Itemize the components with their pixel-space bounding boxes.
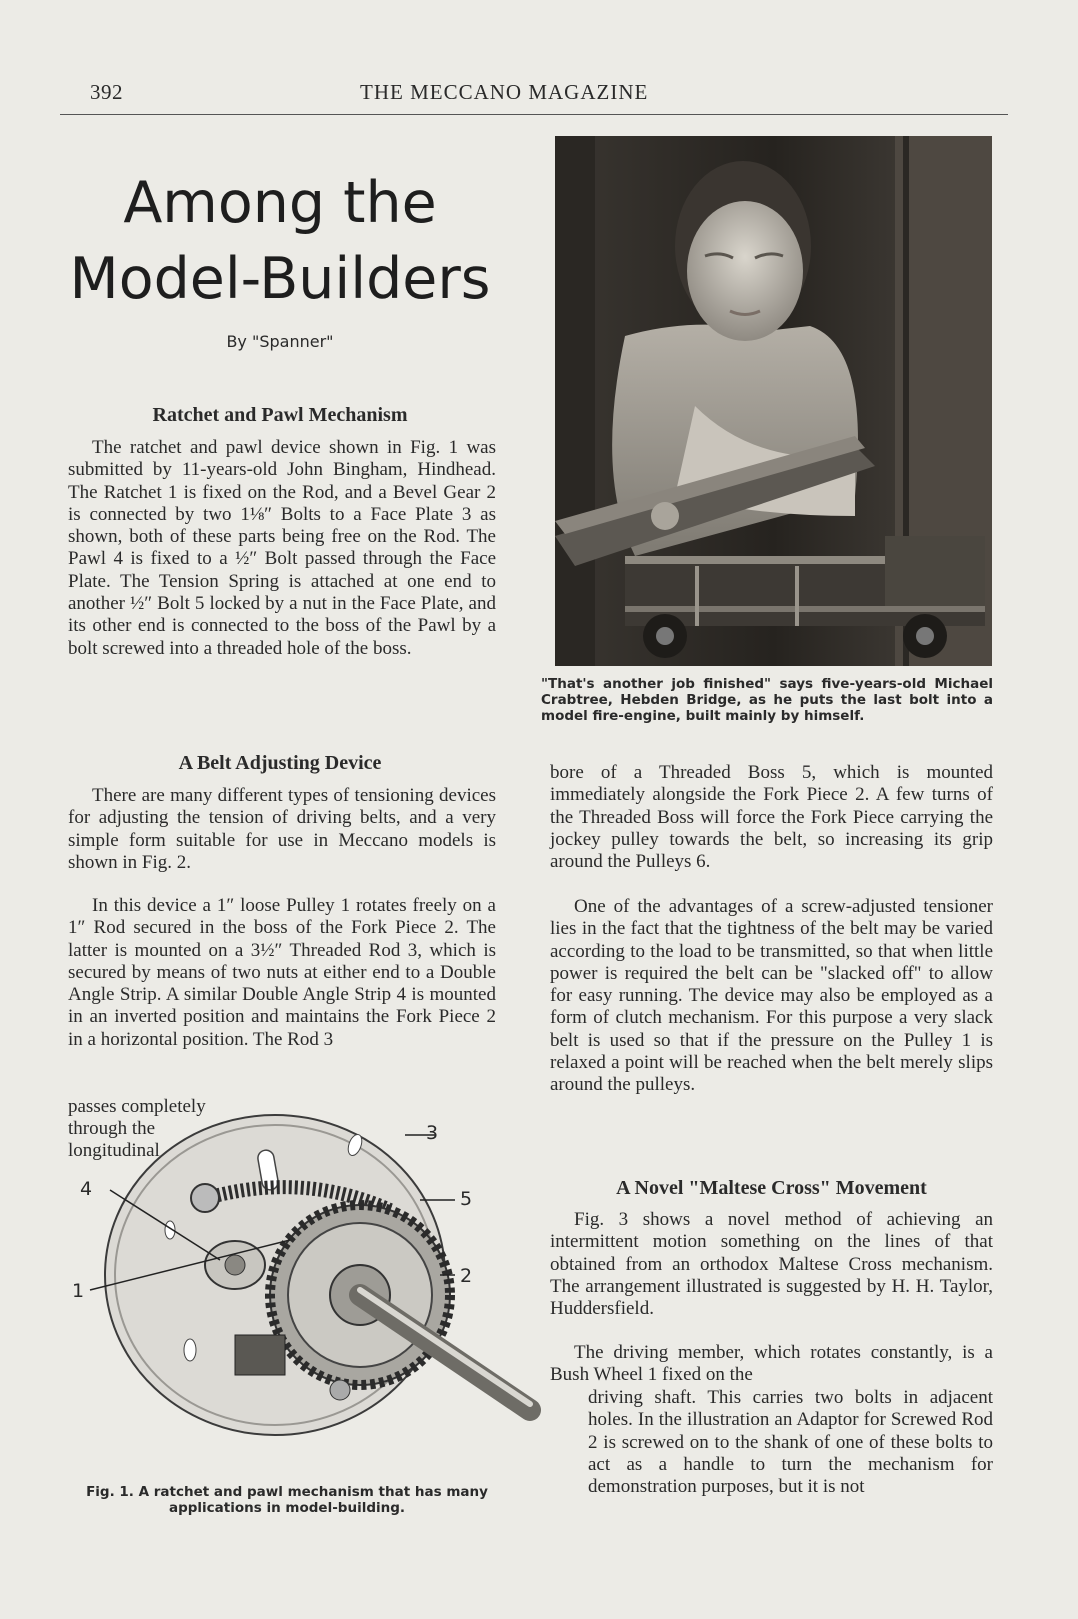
- byline: By "Spanner": [226, 332, 334, 351]
- article-title: [60, 165, 500, 317]
- heading-maltese: A Novel "Maltese Cross" Movement: [616, 1177, 927, 1199]
- paragraph-belt-2-short-1: passes completely: [68, 1096, 206, 1117]
- paragraph-maltese-1: Fig. 3 shows a novel method of achieving an intermittent motion something on the lines of that obtained from an orthodox Maltese Cross mechanism. The arrangement illustrated is suggested by H. H. Taylor, Huddersfield.: [550, 1209, 993, 1320]
- figure-1-caption: Fig. 1. A ratchet and pawl mechanism that has many applications in model-building.: [86, 1484, 488, 1516]
- header-rule: [60, 114, 1008, 115]
- paragraph-maltese-2-lead: The driving member, which rotates constantly, is a Bush Wheel 1 fixed on the: [550, 1342, 993, 1386]
- page-number: 392: [90, 80, 123, 104]
- fig1-label-2: 2: [460, 1265, 473, 1287]
- paragraph-ratchet: The ratchet and pawl device shown in Fig. 1 was submitted by 11-years-old John Bingham, Hindhead. The Ratchet 1 is fixed on the Rod, and a Bevel Gear 2 is connected by two 1⅛″ Bolts to a Face Plate 3 as shown, both of these parts being free on the Rod. The Pawl 4 is fixed to a ½″ Bolt passed through the Face Plate. The Tension Spring is attached at one end to another ½″ Bolt 5 locked by a nut in the Face Plate, and its other end is connected to the boss of the Pawl by a bolt screwed into a threaded hole of the boss.: [68, 437, 496, 659]
- photo-boy-with-fire-engine: [555, 136, 992, 666]
- article-title-line-2: Model-Builders: [69, 246, 491, 312]
- paragraph-belt-2: In this device a 1″ loose Pulley 1 rotates freely on a 1″ Rod secured in the boss of the Fork Piece 2. The latter is mounted on a 3½″ Threaded Rod 3, which is secured by means of two nuts at either end to a Double Angle Strip. A similar Double Angle Strip 4 is mounted in an inverted position and maintains the Fork Piece 2 in a horizontal position. The Rod 3: [68, 895, 496, 1050]
- photo-caption: "That's another job finished" says five-years-old Michael Crabtree, Hebden Bridge, as he puts the last bolt into a model fire-engine, built mainly by himself.: [541, 676, 993, 724]
- fig1-label-3: 3: [426, 1122, 439, 1144]
- paragraph-belt-2-short-3: longitudinal: [68, 1140, 160, 1161]
- paragraph-belt-2-short-2: through the: [68, 1118, 156, 1139]
- article-title-line-1: Among the: [123, 170, 437, 236]
- heading-ratchet: Ratchet and Pawl Mechanism: [152, 404, 408, 426]
- figure-1-ratchet-illustration: [60, 1100, 550, 1470]
- paragraph-maltese-2-rest: driving shaft. This carries two bolts in adjacent holes. In the illustration an Adaptor for Screwed Rod 2 is screwed on to the shank of one of these bolts to act as a handle to turn the mechanism for demonstration purposes, but it is not: [588, 1387, 993, 1498]
- heading-belt: A Belt Adjusting Device: [178, 752, 382, 774]
- paragraph-belt-1: There are many different types of tensioning devices for adjusting the tension of driving belts, and a very simple form suitable for use in Meccano models is shown in Fig. 2.: [68, 785, 496, 873]
- magazine-title: THE MECCANO MAGAZINE: [360, 80, 649, 104]
- paragraph-belt-4: One of the advantages of a screw-adjusted tensioner lies in the fact that the tightness of the belt may be varied according to the load to be transmitted, so that when little power is required the belt can be "slacked off" to allow for easy running. The device may also be employed as a form of clutch mechanism. For this purpose a very slack belt is used so that if the pressure on the Pulley 1 is relaxed a point will be reached when the belt merely slips around the pulleys.: [550, 896, 993, 1096]
- paragraph-belt-3: bore of a Threaded Boss 5, which is mounted immediately alongside the Fork Piece 2. A few turns of the Threaded Boss will force the Fork Piece carrying the jockey pulley towards the belt, so increasing its grip around the Pulleys 6.: [550, 762, 993, 873]
- fig1-label-4: 4: [80, 1178, 93, 1200]
- fig1-label-5: 5: [460, 1188, 473, 1210]
- fig1-label-1: 1: [72, 1280, 85, 1302]
